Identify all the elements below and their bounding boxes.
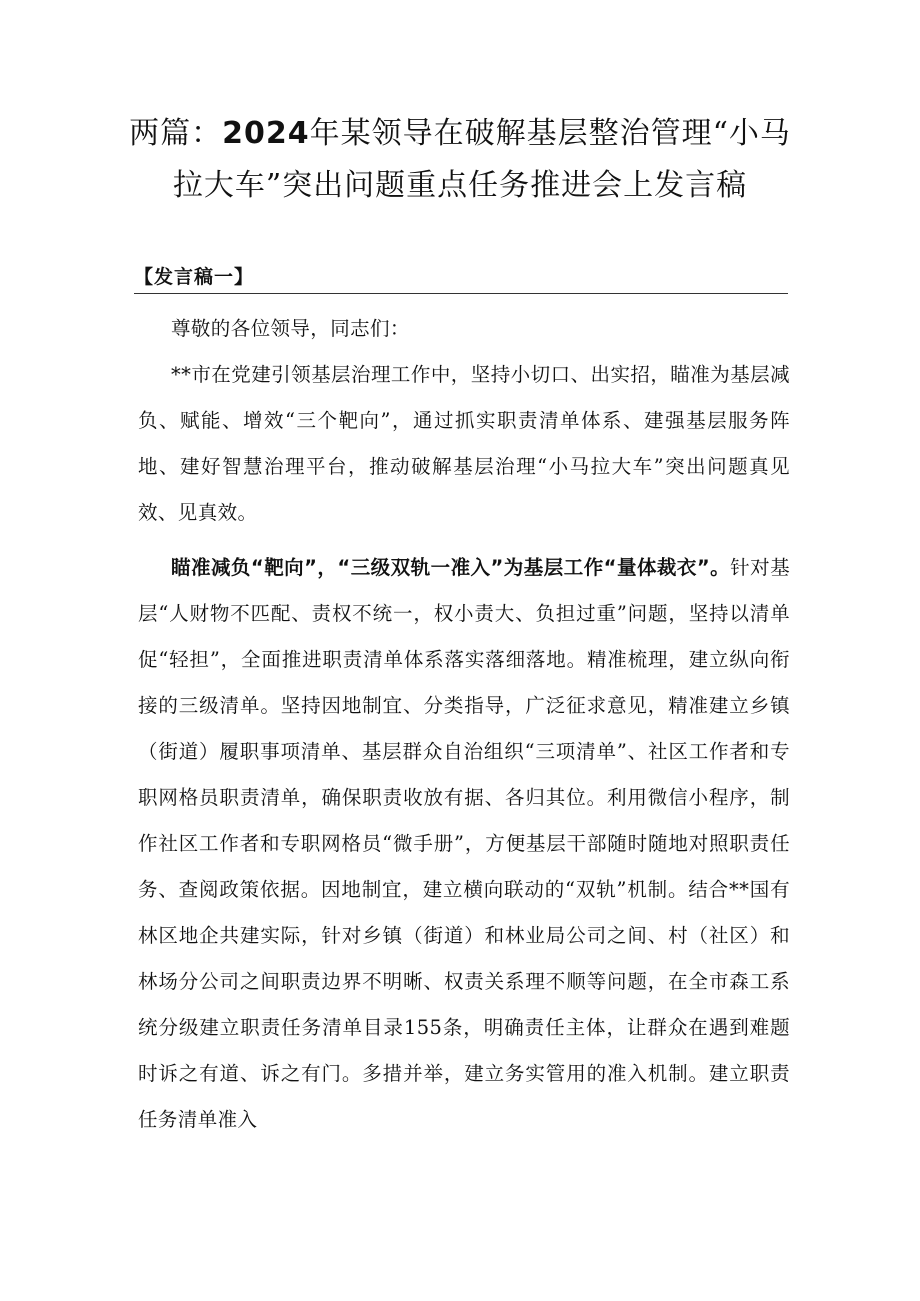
document-title [120, 108, 800, 212]
title-year: 2024 [222, 116, 310, 151]
title-rest: 年某领导在破解基层整治管理“小马拉大车”突出问题重点任务推进会上发言稿 [172, 116, 791, 203]
section-label: 【发言稿一】 [134, 266, 255, 288]
greeting: 尊敬的各位领导，同志们： [171, 317, 410, 340]
section-divider [134, 293, 788, 294]
paragraph-2-body: 针对基层“人财物不匹配、责权不统一，权小责大、负担过重”问题，坚持以清单促“轻担”，全面推进职责清单体系落实落细落地。精准梳理，建立纵向衔接的三级清单。坚持因地制宜、分类指导，广泛征求意见，精准建立乡镇（街道）履职事项清单、基层群众自治组织“三项清单”、社区工作者和专职网格员职责清单，确保职责收放有据、各归其位。利用微信小程序，制作社区工作者和专职网格员“微手册”，方便基层干部随时随地对照职责任务、查阅政策依据。因地制宜，建立横向联动的“双轨”机制。结合**国有林区地企共建实际，针对乡镇（街道）和林业局公司之间、村（社区）和林场分公司之间职责边界不明晰、权责关系理不顺等问题，在全市森工系统分级建立职责任务清单目录155条，明确责任主体，让群众在遇到难题时诉之有道、诉之有门。多措并举，建立务实管用的准入机制。建立职责任务清单准入 [138, 556, 790, 1131]
paragraph-1: **市在党建引领基层治理工作中，坚持小切口、出实招，瞄准为基层减负、赋能、增效“三个靶向”，通过抓实职责清单体系、建强基层服务阵地、建好智慧治理平台，推动破解基层治理“小马拉大车”突出问题真见效、见真效。 [138, 363, 790, 524]
paragraph-2-lead: 瞄准减负“靶向”，“三级双轨一准入”为基层工作“量体裁衣”。 [171, 556, 731, 579]
title-prefix: 两篇： [129, 116, 223, 151]
paragraph-2 [138, 545, 790, 1143]
